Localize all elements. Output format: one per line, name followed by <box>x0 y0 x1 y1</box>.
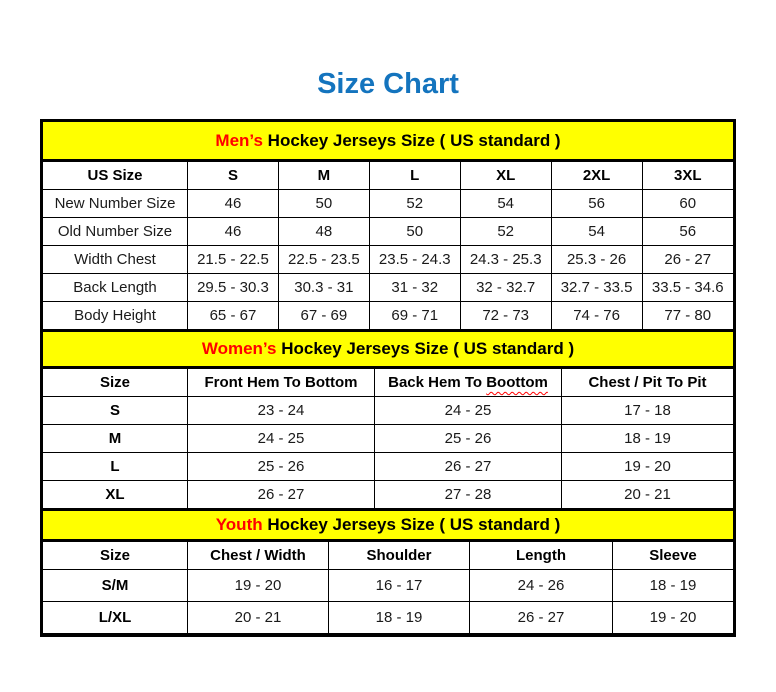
womens-banner-text: Hockey Jerseys Size ( US standard ) <box>276 339 575 358</box>
youth-section-banner <box>43 509 733 541</box>
cell: 26 - 27 <box>642 246 733 274</box>
cell: 77 - 80 <box>642 302 733 330</box>
cell: 25 - 26 <box>375 425 562 453</box>
cell: 27 - 28 <box>375 481 562 509</box>
mens-banner-highlight: Men’s <box>215 131 263 150</box>
cell: 20 - 21 <box>562 481 734 509</box>
cell: 18 - 19 <box>562 425 734 453</box>
column-header: 2XL <box>551 162 642 190</box>
cell: 16 - 17 <box>329 570 470 602</box>
cell: 52 <box>460 218 551 246</box>
womens-section-banner <box>43 330 733 368</box>
cell: 67 - 69 <box>278 302 369 330</box>
cell: 18 - 19 <box>329 602 470 634</box>
cell: 31 - 32 <box>369 274 460 302</box>
column-header: Shoulder <box>329 542 470 570</box>
column-header: XL <box>460 162 551 190</box>
cell: 19 - 20 <box>562 453 734 481</box>
cell: 30.3 - 31 <box>278 274 369 302</box>
cell: M <box>43 425 188 453</box>
cell: Width Chest <box>43 246 188 274</box>
page-title: Size Chart <box>317 68 459 100</box>
cell: 19 - 20 <box>188 570 329 602</box>
header-row <box>43 162 733 190</box>
column-header: Size <box>43 542 188 570</box>
cell: 23 - 24 <box>188 397 375 425</box>
cell: 54 <box>460 190 551 218</box>
column-header: Size <box>43 369 188 397</box>
cell: 69 - 71 <box>369 302 460 330</box>
table-row <box>43 274 733 302</box>
cell: Body Height <box>43 302 188 330</box>
cell: 23.5 - 24.3 <box>369 246 460 274</box>
cell: 24 - 25 <box>375 397 562 425</box>
column-header: Front Hem To Bottom <box>188 369 375 397</box>
cell: S <box>43 397 188 425</box>
cell: 17 - 18 <box>562 397 734 425</box>
cell: 74 - 76 <box>551 302 642 330</box>
table-row <box>43 425 733 453</box>
cell: 26 - 27 <box>188 481 375 509</box>
cell: 60 <box>642 190 733 218</box>
table-row <box>43 570 733 602</box>
mens-banner-text: Hockey Jerseys Size ( US standard ) <box>262 131 561 150</box>
cell: 52 <box>369 190 460 218</box>
cell: 18 - 19 <box>613 570 734 602</box>
cell: 24.3 - 25.3 <box>460 246 551 274</box>
table-row <box>43 481 733 509</box>
cell: 24 - 26 <box>470 570 613 602</box>
cell: 33.5 - 34.6 <box>642 274 733 302</box>
cell: 26 - 27 <box>375 453 562 481</box>
column-header: Length <box>470 542 613 570</box>
mens-section-banner <box>43 122 733 161</box>
cell: 50 <box>369 218 460 246</box>
cell: 25.3 - 26 <box>551 246 642 274</box>
youth-banner-highlight: Youth <box>215 515 263 534</box>
column-header: Sleeve <box>613 542 734 570</box>
cell: 46 <box>188 190 279 218</box>
cell: XL <box>43 481 188 509</box>
cell: 48 <box>278 218 369 246</box>
cell: 19 - 20 <box>613 602 734 634</box>
table-row <box>43 302 733 330</box>
cell: 29.5 - 30.3 <box>188 274 279 302</box>
table-row <box>43 246 733 274</box>
cell: 56 <box>551 190 642 218</box>
cell: New Number Size <box>43 190 188 218</box>
size-chart-tables <box>40 119 736 637</box>
column-header: US Size <box>43 162 188 190</box>
womens-banner-highlight: Women’s <box>201 339 277 358</box>
cell: 21.5 - 22.5 <box>188 246 279 274</box>
cell: 65 - 67 <box>188 302 279 330</box>
cell: 56 <box>642 218 733 246</box>
column-header: 3XL <box>642 162 733 190</box>
cell: L <box>43 453 188 481</box>
cell: 50 <box>278 190 369 218</box>
youth-banner-text: Hockey Jerseys Size ( US standard ) <box>262 515 561 534</box>
cell: S/M <box>43 570 188 602</box>
cell: 72 - 73 <box>460 302 551 330</box>
column-header: Back Hem To Boottom <box>375 369 562 397</box>
table-row <box>43 397 733 425</box>
youth-table <box>43 541 733 634</box>
cell: Back Length <box>43 274 188 302</box>
column-header: L <box>369 162 460 190</box>
cell: 20 - 21 <box>188 602 329 634</box>
cell: 24 - 25 <box>188 425 375 453</box>
cell: 32.7 - 33.5 <box>551 274 642 302</box>
header-row <box>43 369 733 397</box>
column-header: S <box>188 162 279 190</box>
cell: 54 <box>551 218 642 246</box>
column-header: Chest / Pit To Pit <box>562 369 734 397</box>
table-row <box>43 190 733 218</box>
table-row <box>43 602 733 634</box>
cell: 25 - 26 <box>188 453 375 481</box>
column-header: M <box>278 162 369 190</box>
misspelled-word: Boottom <box>486 374 548 391</box>
cell: L/XL <box>43 602 188 634</box>
table-row <box>43 218 733 246</box>
table-row <box>43 453 733 481</box>
cell: 32 - 32.7 <box>460 274 551 302</box>
cell: 26 - 27 <box>470 602 613 634</box>
mens-table <box>43 161 733 330</box>
cell: 22.5 - 23.5 <box>278 246 369 274</box>
header-row <box>43 542 733 570</box>
womens-table <box>43 368 733 509</box>
cell: 46 <box>188 218 279 246</box>
column-header: Chest / Width <box>188 542 329 570</box>
cell: Old Number Size <box>43 218 188 246</box>
